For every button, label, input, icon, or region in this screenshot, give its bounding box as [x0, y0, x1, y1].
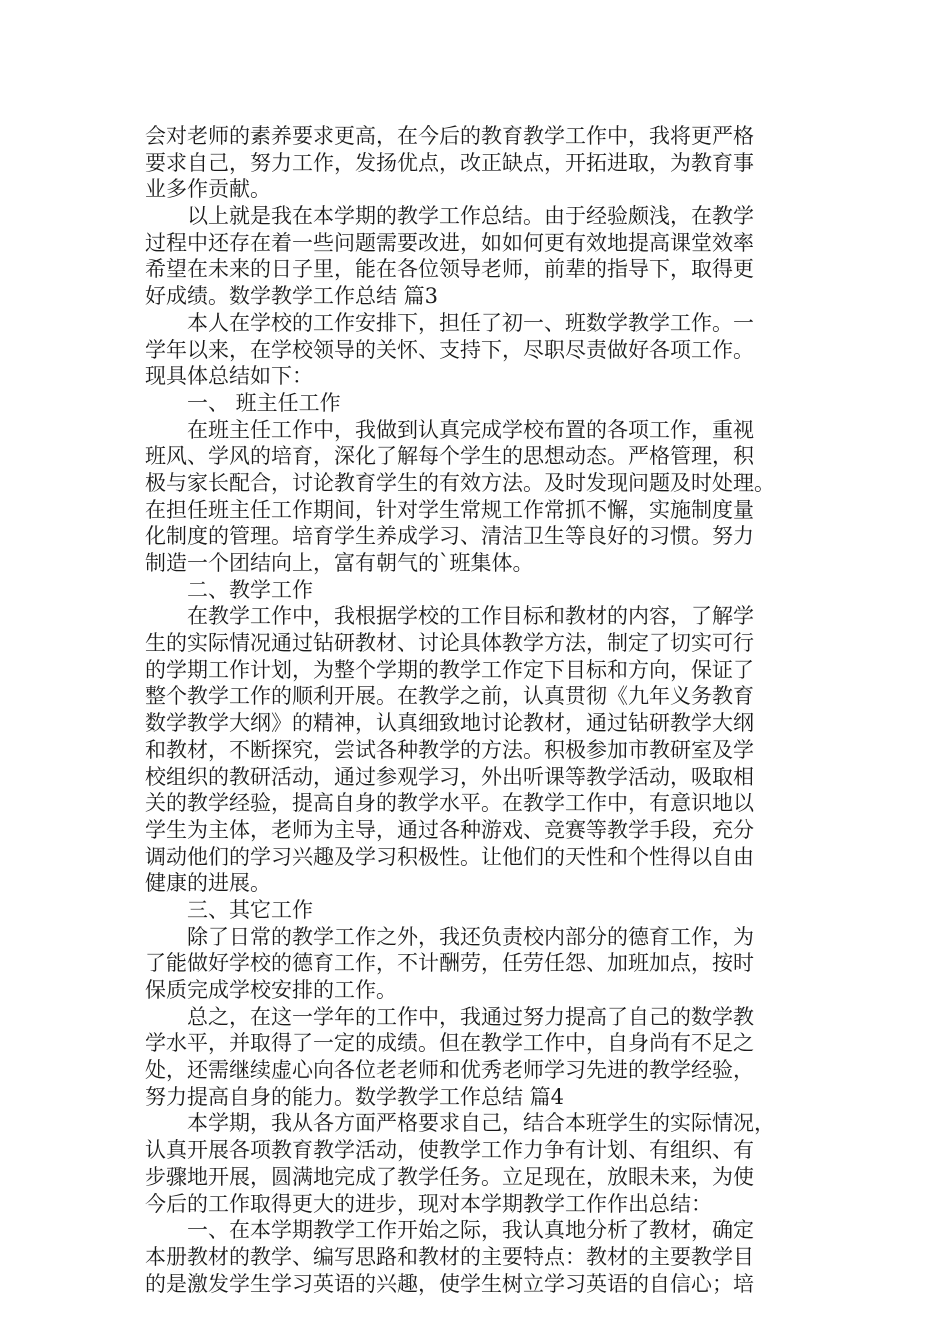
text-line: 极与家长配合，讨论教育学生的有效方法。及时发现问题及时处理。 — [145, 470, 775, 495]
text-line: 要求自己，努力工作，发扬优点，改正缺点，开拓进取，为教育事 — [145, 150, 754, 175]
text-line: 在教学工作中，我根据学校的工作目标和教材的内容，了解学 — [145, 604, 754, 629]
text-line: 制造一个团结向上，富有朝气的`班集体。 — [145, 551, 534, 575]
text-line: 化制度的管理。培育学生养成学习、清洁卫生等良好的习惯。努力 — [145, 524, 754, 549]
text-line: 今后的工作取得更大的进步，现对本学期教学工作作出总结： — [145, 1191, 712, 1216]
document-page — [145, 123, 830, 1297]
text-line: 本学期，我从各方面严格要求自己，结合本班学生的实际情况， — [145, 1111, 775, 1136]
text-line: 业多作贡献。 — [145, 177, 271, 202]
text-line: 的是激发学生学习英语的兴趣，使学生树立学习英语的自信心；培 — [145, 1271, 754, 1296]
text-line: 整个教学工作的顺利开展。在教学之前，认真贯彻《九年义务教育 — [145, 684, 754, 709]
text-line: 努力提高自身的能力。数学教学工作总结 篇4 — [145, 1084, 565, 1109]
text-line: 学年以来，在学校领导的关怀、支持下，尽职尽责做好各项工作。 — [145, 337, 754, 362]
text-line: 总之，在这一学年的工作中，我通过努力提高了自己的数学教 — [145, 1004, 754, 1029]
text-line: 希望在未来的日子里，能在各位领导老师，前辈的指导下，取得更 — [145, 257, 754, 282]
text-line: 学生为主体，老师为主导，通过各种游戏、竞赛等教学手段，充分 — [145, 817, 754, 842]
text-line: 保质完成学校安排的工作。 — [145, 978, 397, 1002]
text-line: 处，还需继续虚心向各位老老师和优秀老师学习先进的教学经验， — [145, 1058, 754, 1083]
section-heading: 三、其它工作 — [145, 897, 313, 922]
text-line: 步骤地开展，圆满地完成了教学任务。立足现在，放眼未来，为使 — [145, 1164, 754, 1189]
text-line: 关的教学经验，提高自身的教学水平。在教学工作中，有意识地以 — [145, 791, 754, 816]
text-line: 的学期工作计划，为整个学期的教学工作定下目标和方向，保证了 — [145, 657, 754, 682]
text-line: 校组织的教研活动，通过参观学习，外出听课等教学活动，吸取相 — [145, 764, 754, 789]
text-line: 现具体总结如下： — [145, 364, 313, 389]
text-line: 学水平，并取得了一定的成绩。但在教学工作中，自身尚有不足之 — [145, 1031, 754, 1056]
text-line: 在班主任工作中，我做到认真完成学校布置的各项工作，重视 — [145, 417, 754, 442]
text-line: 调动他们的学习兴趣及学习积极性。让他们的天性和个性得以自由 — [145, 844, 754, 869]
text-line: 本人在学校的工作安排下，担任了初一、班数学教学工作。一 — [145, 310, 754, 335]
text-line: 过程中还存在着一些问题需要改进，如如何更有效地提高课堂效率 — [145, 230, 754, 255]
text-line: 健康的进展。 — [145, 871, 271, 896]
text-line: 和教材，不断探究，尝试各种教学的方法。积极参加市教研室及学 — [145, 737, 754, 762]
text-line: 好成绩。数学教学工作总结 篇3 — [145, 284, 439, 309]
text-line: 认真开展各项教育教学活动，使教学工作力争有计划、有组织、有 — [145, 1138, 754, 1163]
text-line: 会对老师的素养要求更高，在今后的教育教学工作中，我将更严格 — [145, 124, 754, 148]
text-line: 生的实际情况通过钻研教材、讨论具体教学方法，制定了切实可行 — [145, 631, 754, 656]
text-line: 一、在本学期教学工作开始之际，我认真地分析了教材，确定 — [145, 1218, 754, 1243]
text-line: 数学教学大纲》的精神，认真细致地讨论教材，通过钻研教学大纲 — [145, 711, 754, 736]
text-line: 除了日常的教学工作之外，我还负责校内部分的德育工作，为 — [145, 924, 754, 949]
section-heading: 一、 班主任工作 — [145, 390, 341, 415]
section-heading: 二、教学工作 — [145, 577, 313, 602]
text-line: 以上就是我在本学期的教学工作总结。由于经验颇浅，在教学 — [145, 204, 754, 229]
text-line: 在担任班主任工作期间，针对学生常规工作常抓不懈，实施制度量 — [145, 497, 754, 522]
text-line: 了能做好学校的德育工作，不计酬劳，任劳任怨、加班加点，按时 — [145, 951, 754, 976]
text-line: 本册教材的教学、编写思路和教材的主要特点：教材的主要教学目 — [145, 1244, 754, 1269]
text-line: 班风、学风的培育，深化了解每个学生的思想动态。严格管理，积 — [145, 444, 754, 469]
